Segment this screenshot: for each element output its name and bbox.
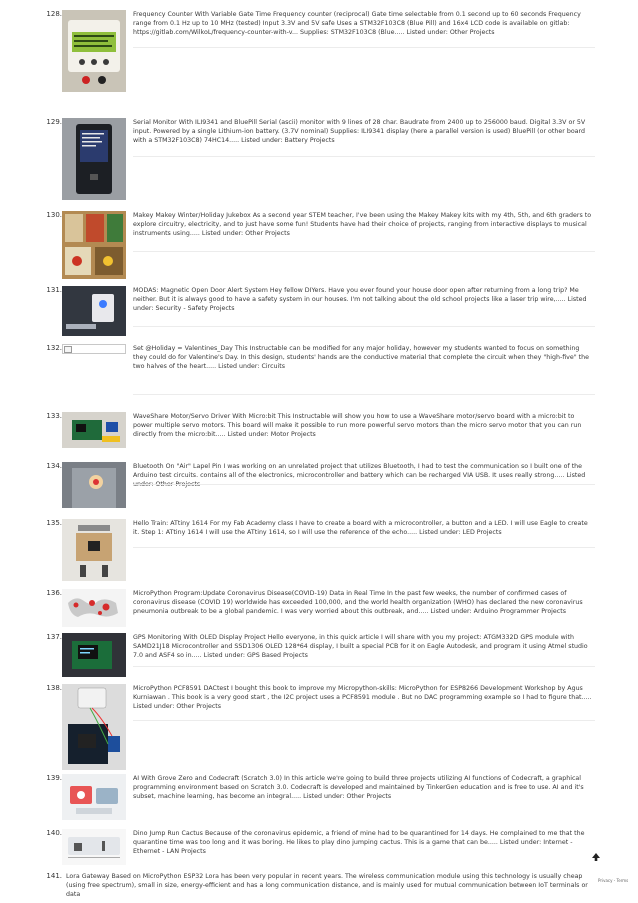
- covid-map-image: [62, 589, 126, 627]
- attiny-board-image: [62, 519, 126, 581]
- item-description[interactable]: MicroPython PCF8591 DACtest I bought this book to improve my Micropython-skills: MicroPython for ESP8266 Development Workshop by Agus Kurniawan . This book is a very good start , the I2C project uses a PCF8591 module . But no DAC programming example so I had to figure that..... Listed under: Other Projects: [133, 685, 592, 711]
- item-number: 138.: [46, 684, 62, 692]
- item-number: 139.: [46, 774, 62, 782]
- dino-jump-image: [62, 829, 126, 865]
- image-placeholder-icon: [64, 346, 72, 353]
- item-description[interactable]: Set @Holiday = Valentines_Day This Instructable can be modified for any major holiday, however my students wanted to focus on something they could do for Valentine's Day. In this design, students' hands are the conductive material that complete the circuit when they "high-five" the two halves of the heart..... Listed under: Circuits: [133, 345, 590, 371]
- divider: [133, 326, 595, 327]
- divider: [133, 156, 595, 157]
- makey-makey-jukebox-image: [62, 211, 126, 279]
- item-description[interactable]: Makey Makey Winter/Holiday Jukebox As a second year STEM teacher, I've been using the Makey Makey kits with my 4th, 5th, and 6th graders to explore circuitry, electricity, and to just have some fun! Students have had their choice of projects, ranging from interactive displays to musical instruments using..... Listed under: Other Projects: [133, 212, 592, 238]
- project-thumbnail[interactable]: [62, 211, 126, 279]
- project-thumbnail[interactable]: [62, 10, 126, 92]
- item-number: 141.: [46, 872, 62, 880]
- arrow-up-icon[interactable]: [591, 852, 601, 862]
- item-description[interactable]: Dino Jump Run Cactus Because of the coronavirus epidemic, a friend of mine had to be quarantined for 14 days. He complained to me that the quarantine time was too long and it was boring. He likes to play dino jumping cactus. This is a game that can be..... Listed under: Internet - Ethernet - LAN Projects: [133, 830, 585, 856]
- item-description[interactable]: GPS Monitoring With OLED Display Project Hello everyone, in this quick article I will share with you my project: ATGM332D GPS module with SAMD21J18 Microcontroller and SSD1306 OLED 128*64 display, I built a special PCB for it on Eagle Autodesk, and program it using Atmel studio 7.0 and ASF4 so in..... Listed under: GPS Based Projects: [133, 634, 588, 660]
- project-thumbnail[interactable]: [62, 774, 126, 820]
- divider: [133, 394, 595, 395]
- divider: [133, 251, 595, 252]
- project-thumbnail[interactable]: [62, 633, 126, 677]
- item-number: 130.: [46, 211, 62, 219]
- item-number: 134.: [46, 462, 62, 470]
- frequency-counter-image: [62, 10, 126, 92]
- lapel-pin-image: [62, 462, 126, 508]
- item-description[interactable]: Lora Gateway Based on MicroPython ESP32 Lora has been very popular in recent years. The wireless communication module using this technology is usually cheap (using free spectrum), small in size, energy-efficient and has a long communication distance, and is mainly used for mutual communication between IoT terminals or data: [66, 873, 588, 899]
- item-number: 136.: [46, 589, 62, 597]
- item-number: 135.: [46, 519, 62, 527]
- privacy-terms-link[interactable]: Privacy - Terms: [598, 878, 629, 883]
- item-description[interactable]: MODAS: Magnetic Open Door Alert System Hey fellow DIYers. Have you ever found your house door open after returning from a long trip? Me neither. But it is always good to have a safety system in our houses. I'm not talking about the old school projects like a laser trip wire,..... Listed under: Security - Safety Projects: [133, 287, 587, 313]
- project-thumbnail[interactable]: [62, 412, 126, 448]
- divider: [133, 484, 595, 485]
- item-description[interactable]: MicroPython Program:Update Coronavirus Disease(COVID-19) Data in Real Time In the past few weeks, the number of confirmed cases of coronavirus disease (COVID 19) worldwide has exceeded 100,000, and the world health organization (WHO) has declared the new coronavirus pneumonia outbreak to be a global pandemic. I was very worried about this outbreak, and..... Listed under: Arduino Programmer Projects: [133, 590, 583, 616]
- item-description[interactable]: Hello Train: ATtiny 1614 For my Fab Academy class I have to create a board with a microcontroller, a button and a LED. I will use Eagle to create it. Step 1: ATtiny 1614 I will use the ATtiny 1614, so I will use the reference of the echo..... Listed under: LED Projects: [133, 520, 588, 537]
- grove-zero-image: [62, 774, 126, 820]
- item-number: 137.: [46, 633, 62, 641]
- item-number: 128.: [46, 10, 62, 18]
- item-description[interactable]: AI With Grove Zero and Codecraft (Scratch 3.0) In this article we're going to build three projects utilizing AI functions of Codecraft, a graphical programming environment based on Scratch 3.0. Codecraft is developed and maintained by TinkerGen education and is free to use. AI and it's subset, machine learning, has become an integral..... Listed under: Other Projects: [133, 775, 584, 801]
- project-thumbnail[interactable]: [62, 684, 126, 770]
- item-number: 132.: [46, 344, 62, 352]
- item-description[interactable]: Frequency Counter With Variable Gate Time Frequency counter (reciprocal) Gate time selectable from 0.1 second up to 60 seconds Frequency range from 0.1 Hz up to 10 MHz (tested) Input 3.3V and 5V safe Uses a STM32F103C8 (Blue Pill) and 16x4 LCD code is available on gitlab: https://gitlab.com/WilkoL/frequency-counter-with-v... Supplies: STM32F103C8 (Blue..... Listed under: Other Projects: [133, 11, 581, 37]
- item-number: 133.: [46, 412, 62, 420]
- project-thumbnail[interactable]: [62, 589, 126, 627]
- project-thumbnail[interactable]: [62, 462, 126, 508]
- divider: [133, 666, 595, 667]
- divider: [133, 547, 595, 548]
- serial-monitor-image: [62, 118, 126, 200]
- item-number: 131.: [46, 286, 62, 294]
- item-number: 140.: [46, 829, 62, 837]
- divider: [133, 47, 595, 48]
- modas-door-alert-image: [62, 286, 126, 336]
- divider: [133, 720, 595, 721]
- gps-oled-image: [62, 633, 126, 677]
- project-thumbnail[interactable]: [62, 286, 126, 336]
- project-thumbnail[interactable]: [62, 519, 126, 581]
- item-description[interactable]: Bluetooth On "Air" Lapel Pin I was working on an unrelated project that utilizes Bluetooth, I had to test the communication so I built one of the Arduino test circuits. contains all of the electronics, microcontroller and battery which can be recharged VIA USB. It uses really strong..... Listed under: Other Projects: [133, 463, 586, 489]
- item-description[interactable]: Serial Monitor With ILI9341 and BluePill Serial (ascii) monitor with 9 lines of 28 char. Baudrate from 2400 up to 256000 baud. Digital 3.3V or 5V input. Powered by a single Lithium-ion battery. (3.7V nominal) Supplies: ILI9341 display (here a parallel version is used) BluePill (or other board with a STM32F103C8) 74HC14..... Listed under: Battery Projects: [133, 119, 586, 145]
- waveshare-servo-image: [62, 412, 126, 448]
- project-thumbnail[interactable]: [62, 118, 126, 200]
- item-number: 129.: [46, 118, 62, 126]
- pcf8591-image: [62, 684, 126, 770]
- project-thumbnail[interactable]: [62, 829, 126, 865]
- item-description[interactable]: WaveShare Motor/Servo Driver With Micro:bit This Instructable will show you how to use a WaveShare motor/servo board with a micro:bit to power multiple servo motors. This board will make it possible to run more powerful servo motors than the micro servo motor that you can run directly from the micro:bit..... Listed under: Motor Projects: [133, 413, 582, 439]
- broken-image-icon[interactable]: [62, 344, 126, 354]
